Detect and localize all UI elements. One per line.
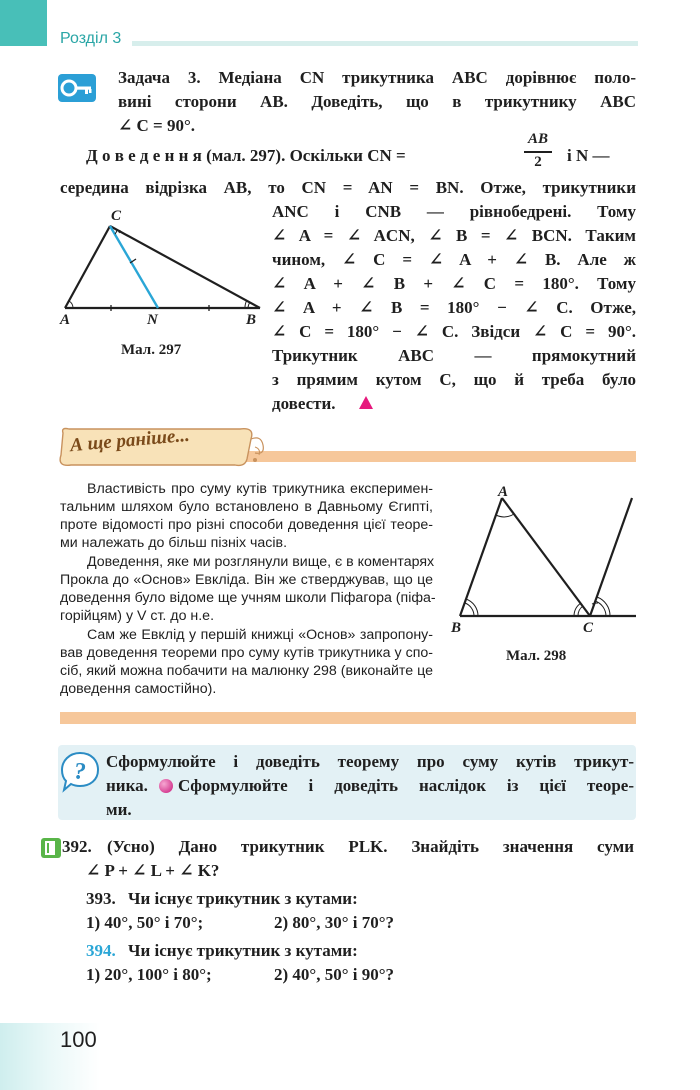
corner-decoration bbox=[0, 0, 47, 46]
proof-line: ∠ A + ∠ B + ∠ C = 180°. Тому bbox=[272, 274, 636, 293]
question-line-3: ми. bbox=[106, 800, 132, 819]
figure-298 bbox=[440, 482, 636, 622]
fraction-numerator: AB bbox=[527, 131, 548, 147]
task-line-3: ∠ C = 90°. bbox=[118, 116, 196, 135]
exercise-394-number: 394. bbox=[86, 941, 116, 960]
fig298-label-b: B bbox=[451, 620, 462, 636]
fig298-caption: Мал. 298 bbox=[506, 648, 567, 664]
history-line: проте відомості про різні способи доведення цієї теоре- bbox=[60, 517, 433, 533]
proof-line: ∠ C = 180° − ∠ C. Звідси ∠ C = 90°. bbox=[272, 322, 636, 341]
fig297-label-a: A bbox=[60, 312, 71, 328]
history-line: ми належать до більш пізніх часів. bbox=[60, 535, 288, 551]
proof-line-2: середина відрізка AB, то CN = AN = BN. Отже, трикутники bbox=[60, 178, 636, 197]
history-line: сіб, який можна побачити на малюнку 298 (виконайте це bbox=[60, 663, 433, 679]
exercise-394-option-1: 1) 20°, 100° і 80°; bbox=[86, 965, 212, 984]
proof-line: Трикутник ABC — прямокутний bbox=[272, 346, 636, 365]
exercise-394-option-2: 2) 40°, 50° і 90°? bbox=[274, 965, 395, 984]
question-line-2b: Сформулюйте і доведіть наслідок із цієї теоре- bbox=[178, 776, 634, 795]
exercise-393-option-2: 2) 80°, 30° і 70°? bbox=[274, 913, 395, 932]
history-line: вав доведення теореми про суму кутів трикутника у спо- bbox=[60, 645, 433, 661]
history-line: Доведення, яке ми розглянули вище, є в коментарях bbox=[87, 554, 435, 570]
history-badge-label: А ще раніше... bbox=[69, 424, 191, 457]
proof-line: ∠ A = ∠ ACN, ∠ B = ∠ BCN. Таким bbox=[272, 226, 636, 245]
exercise-392-text: (Усно) Дано трикутник PLK. Знайдіть значення суми bbox=[107, 837, 634, 856]
exercise-393-option-1: 1) 40°, 50° і 70°; bbox=[86, 913, 204, 932]
fig297-label-n: N bbox=[147, 312, 158, 328]
proof-intro-tail: і N — bbox=[567, 146, 610, 165]
svg-text:?: ? bbox=[74, 759, 86, 785]
fig297-label-b: B bbox=[246, 312, 257, 328]
history-line: Сам же Евклід у першій книжці «Основ» запропону- bbox=[87, 627, 433, 643]
section-band-bottom bbox=[60, 712, 636, 724]
exercise-393-text: Чи існує трикутник з кутами: bbox=[128, 889, 358, 908]
fraction-bar bbox=[524, 151, 552, 153]
oral-exercise-icon bbox=[40, 837, 62, 859]
exercise-393-number: 393. bbox=[86, 889, 116, 908]
question-icon bbox=[60, 750, 100, 794]
exercise-392-sum: ∠ P + ∠ L + ∠ K? bbox=[86, 861, 220, 880]
proof-intro: Д о в е д е н н я (мал. 297). Оскільки CN = bbox=[86, 146, 406, 165]
proof-line: ∠ A + ∠ B = 180° − ∠ C. Отже, bbox=[272, 298, 636, 317]
end-of-proof-icon bbox=[359, 396, 373, 409]
history-line: горійцям) у V ст. до н.е. bbox=[60, 608, 215, 624]
exercise-394-text: Чи існує трикутник з кутами: bbox=[128, 941, 358, 960]
key-icon bbox=[58, 74, 96, 102]
history-line: тальним шляхом було встановлено в Давньому Єгипті, bbox=[60, 499, 433, 515]
task-line-2: вині сторони AB. Доведіть, що в трикутнику ABC bbox=[118, 92, 636, 111]
proof-line: ANC і CNB — рівнобедрені. Тому bbox=[272, 202, 636, 221]
proof-line: з прямим кутом C, що й треба було bbox=[272, 370, 636, 389]
fig298-label-c: C bbox=[583, 620, 594, 636]
fig297-caption: Мал. 297 bbox=[121, 342, 182, 358]
history-line: доведення самостійно). bbox=[60, 681, 217, 697]
proof-line-last: довести. bbox=[272, 394, 336, 413]
fraction-denominator: 2 bbox=[534, 154, 542, 170]
proof-line: чином, ∠ C = ∠ A + ∠ B. Але ж bbox=[272, 250, 636, 269]
history-line: Властивість про суму кутів трикутника експеримен- bbox=[87, 481, 433, 497]
task-line-1: Задача 3. Медіана CN трикутника ABC дорівнює поло- bbox=[118, 68, 636, 87]
page-number: 100 bbox=[60, 1027, 97, 1052]
figure-297 bbox=[55, 205, 270, 325]
history-line: Прокла до «Основ» Евкліда. Він же стверджував, що це bbox=[60, 572, 433, 588]
chapter-title: Розділ 3 bbox=[60, 30, 122, 47]
bullet-dot bbox=[159, 779, 173, 793]
header-rule bbox=[132, 41, 638, 46]
fig297-label-c: C bbox=[111, 208, 122, 224]
history-line: доведення було відоме ще учням школи Піфагора (піфа- bbox=[60, 590, 436, 606]
exercise-392-number: 392. bbox=[62, 837, 92, 856]
question-line-1: Сформулюйте і доведіть теорему про суму кутів трикут- bbox=[106, 752, 634, 771]
question-line-2a: ника. bbox=[106, 776, 148, 795]
fig298-label-a: A bbox=[498, 484, 509, 500]
